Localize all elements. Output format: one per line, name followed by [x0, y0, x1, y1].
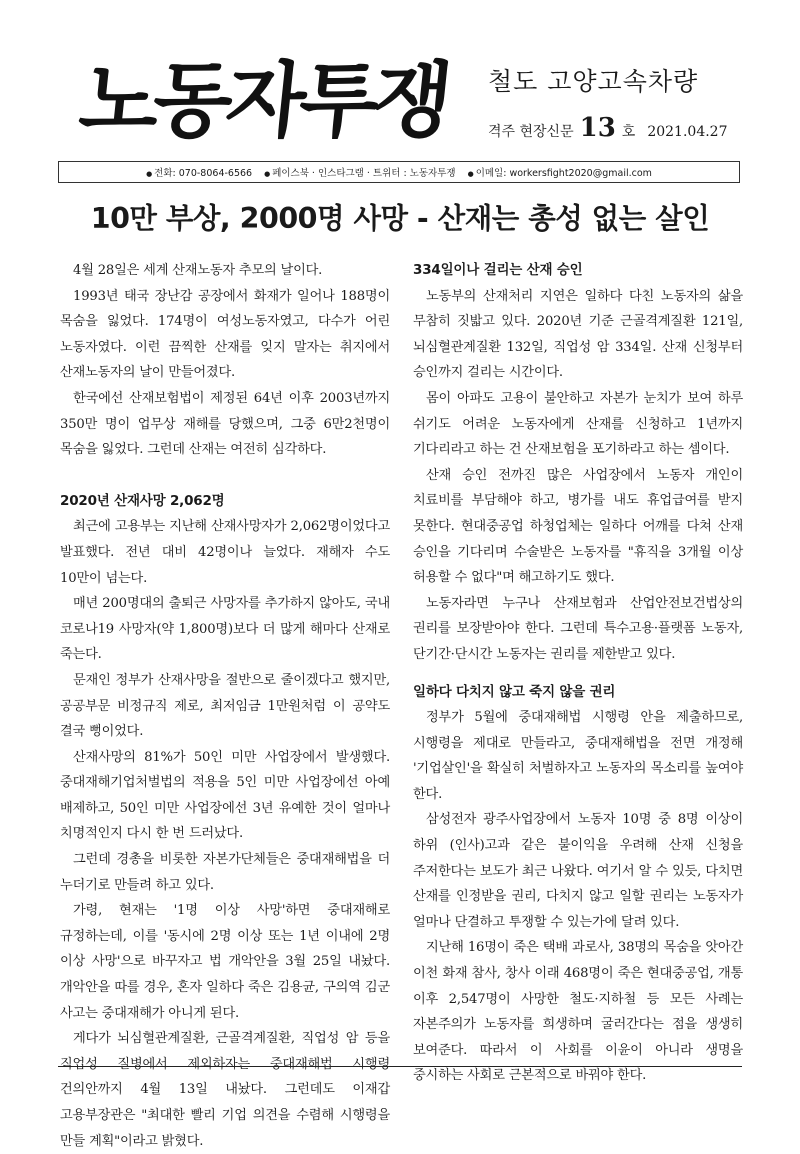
article-paragraph: 산재 승인 전까진 많은 사업장에서 노동자 개인이 치료비를 부담해야 하고, 병가를 내도 휴업급여를 받지 못한다. 현대중공업 하청업체는 일하다 어깨를 다쳐 산재 승인을 기다리며 수술받은 노동자를 "휴직을 3개월 이상 허용할 수 없다"며 해고하기도 했다.: [413, 467, 743, 586]
masthead-logo: 노동자투쟁: [75, 54, 452, 149]
section-heading: 334일이나 걸리는 산재 승인: [413, 262, 583, 278]
article-paragraph: 가령, 현재는 '1명 이상 사망'하면 중대재해로 규정하는데, 이를 '동시에 2명 이상 또는 1년 이내에 2명 이상 사망'으로 바꾸자고 법 개악안을 3월 25일 내놨다. 개악안을 따를 경우, 혼자 일하다 죽은 김용균, 구의역 김군 사고는 중대재해가 아니게 된다.: [60, 903, 390, 1021]
article-paragraph: 노동자라면 누구나 산재보험과 산업안전보건법상의 권리를 보장받아야 한다. 그런데 특수고용·플랫폼 노동자, 단기간·단시간 노동자는 권리를 제한받고 있다.: [413, 595, 743, 662]
article-paragraph: 4월 28일은 세계 산재노동자 추모의 날이다.: [73, 263, 323, 278]
issue-number: 13: [579, 113, 616, 143]
issue-line: [488, 113, 728, 143]
section-heading: 일하다 다치지 않고 죽지 않을 권리: [413, 683, 616, 700]
bullet-icon: ●: [264, 170, 271, 178]
contact-email: ● 이메일: workersfight2020@gmail.com: [467, 168, 652, 179]
bottom-rule: [58, 1066, 742, 1067]
article-paragraph: 한국에선 산재보험법이 제정된 64년 이후 2003년까지 350만 명이 업무상 재해를 당했으며, 그중 6만2천명이 목숨을 잃었다. 그런데 산재는 여전히 심각하다.: [60, 390, 390, 458]
article-paragraph: 정부가 5월에 중대재해법 시행령 안을 제출하므로, 시행령을 제대로 만들라고, 중대재해법을 전면 개정해 '기업살인'을 확실히 처벌하자고 노동자의 목소리를 높여야 한다.: [413, 710, 743, 802]
article-paragraph: 매년 200명대의 출퇴근 사망자를 추가하지 않아도, 국내 코로나19 사망자(약 1,800명)보다 더 많게 해마다 산재로 죽는다.: [60, 596, 390, 663]
headline: 10만 부상, 2000명 사망 - 산재는 총성 없는 살인: [90, 202, 710, 235]
left-column: [60, 258, 390, 1154]
article-paragraph: 최근에 고용부는 지난해 산재사망자가 2,062명이었다고 발표했다. 전년 대비 42명이나 늘었다. 재해자 수도 10만이 넘는다.: [60, 519, 390, 586]
article-paragraph: 게다가 뇌심혈관계질환, 근골격계질환, 직업성 암 등을 직업성 질병에서 제외하자는 중대재해법 시행령 건의안까지 4월 13일 내놨다. 그런데도 이재갑 고용부장관은 "최대한 빨리 기업 의견을 수렴해 시행령을 만들 계획"이라고 밝혔다.: [60, 1031, 390, 1149]
section-heading: 2020년 산재사망 2,062명: [60, 492, 225, 509]
masthead-subtitle: 철도 고양고속차량: [488, 67, 699, 96]
article-paragraph: 문재인 정부가 산재사망을 절반으로 줄이겠다고 했지만, 공공부문 비정규직 제로, 최저임금 1만원처럼 이 공약도 결국 뻥이었다.: [60, 672, 390, 740]
article-paragraph: 삼성전자 광주사업장에서 노동자 10명 중 8명 이상이 하위 (인사)고과 같은 불이익을 우려해 산재 신청을 주저한다는 보도가 최근 나왔다. 여기서 알 수 있듯, 다치면 산재를 인정받을 권리, 다치지 않고 일할 권리는 노동자가 얼마나 단결하고 투쟁할 수 있는가에 달려 있다.: [413, 812, 743, 930]
article-paragraph: 1993년 태국 장난감 공장에서 화재가 일어나 188명이 목숨을 잃었다. 174명이 여성노동자였고, 다수가 어린 노동자였다. 이런 끔찍한 산재를 잊지 말자는 취지에서 산재노동자의 날이 만들어졌다.: [60, 288, 390, 381]
issue-prefix: 격주 현장신문: [488, 124, 574, 140]
right-column: [413, 258, 743, 1089]
issue-date: 2021.04.27: [647, 124, 728, 140]
article-paragraph: 몸이 아파도 고용이 불안하고 자본가 눈치가 보여 하루 쉬기도 어려운 노동자에게 산재를 신청하고 1년까지 기다리라고 하는 건 산재보험을 포기하라고 하는 셈이다.: [413, 390, 743, 458]
article-paragraph: 노동부의 산재처리 지연은 일하다 다친 노동자의 삶을 무참히 짓밟고 있다. 2020년 기준 근골격계질환 121일, 뇌심혈관계질환 132일, 직업성 암 334일. 산재 신청부터 승인까지 걸리는 시간이다.: [413, 288, 743, 381]
bullet-icon: ●: [467, 170, 474, 178]
issue-suffix: 호: [621, 124, 636, 140]
bullet-icon: ●: [146, 170, 153, 178]
contact-phone: ● 전화: 070-8064-6566: [146, 168, 253, 179]
article-paragraph: 그런데 경총을 비롯한 자본가단체들은 중대재해법을 더 누더기로 만들려 하고 있다.: [60, 852, 390, 893]
contact-sns: ● 페이스북 · 인스타그램 · 트위터 : 노동자투쟁: [264, 168, 456, 179]
article-paragraph: 지난해 16명이 죽은 택배 과로사, 38명의 목숨을 앗아간 이천 화재 참사, 창사 이래 468명이 죽은 현대중공업, 개통 이후 2,547명이 사망한 철도·지하철 등 모든 사례는 자본주의가 노동자를 희생하며 굴러간다는 점을 생생히 보여준다. 따라서 이 사회를 이윤이 아니라 생명을 중시하는 사회로 근본적으로 바꿔야 한다.: [413, 940, 743, 1084]
article-paragraph: 산재사망의 81%가 50인 미만 사업장에서 발생했다. 중대재해기업처벌법의 적용을 5인 미만 사업장에선 아예 배제하고, 50인 미만 사업장에선 3년 유예한 것이 얼마나 치명적인지 다시 한 번 드러났다.: [60, 749, 390, 842]
contact-bar: [58, 161, 740, 183]
